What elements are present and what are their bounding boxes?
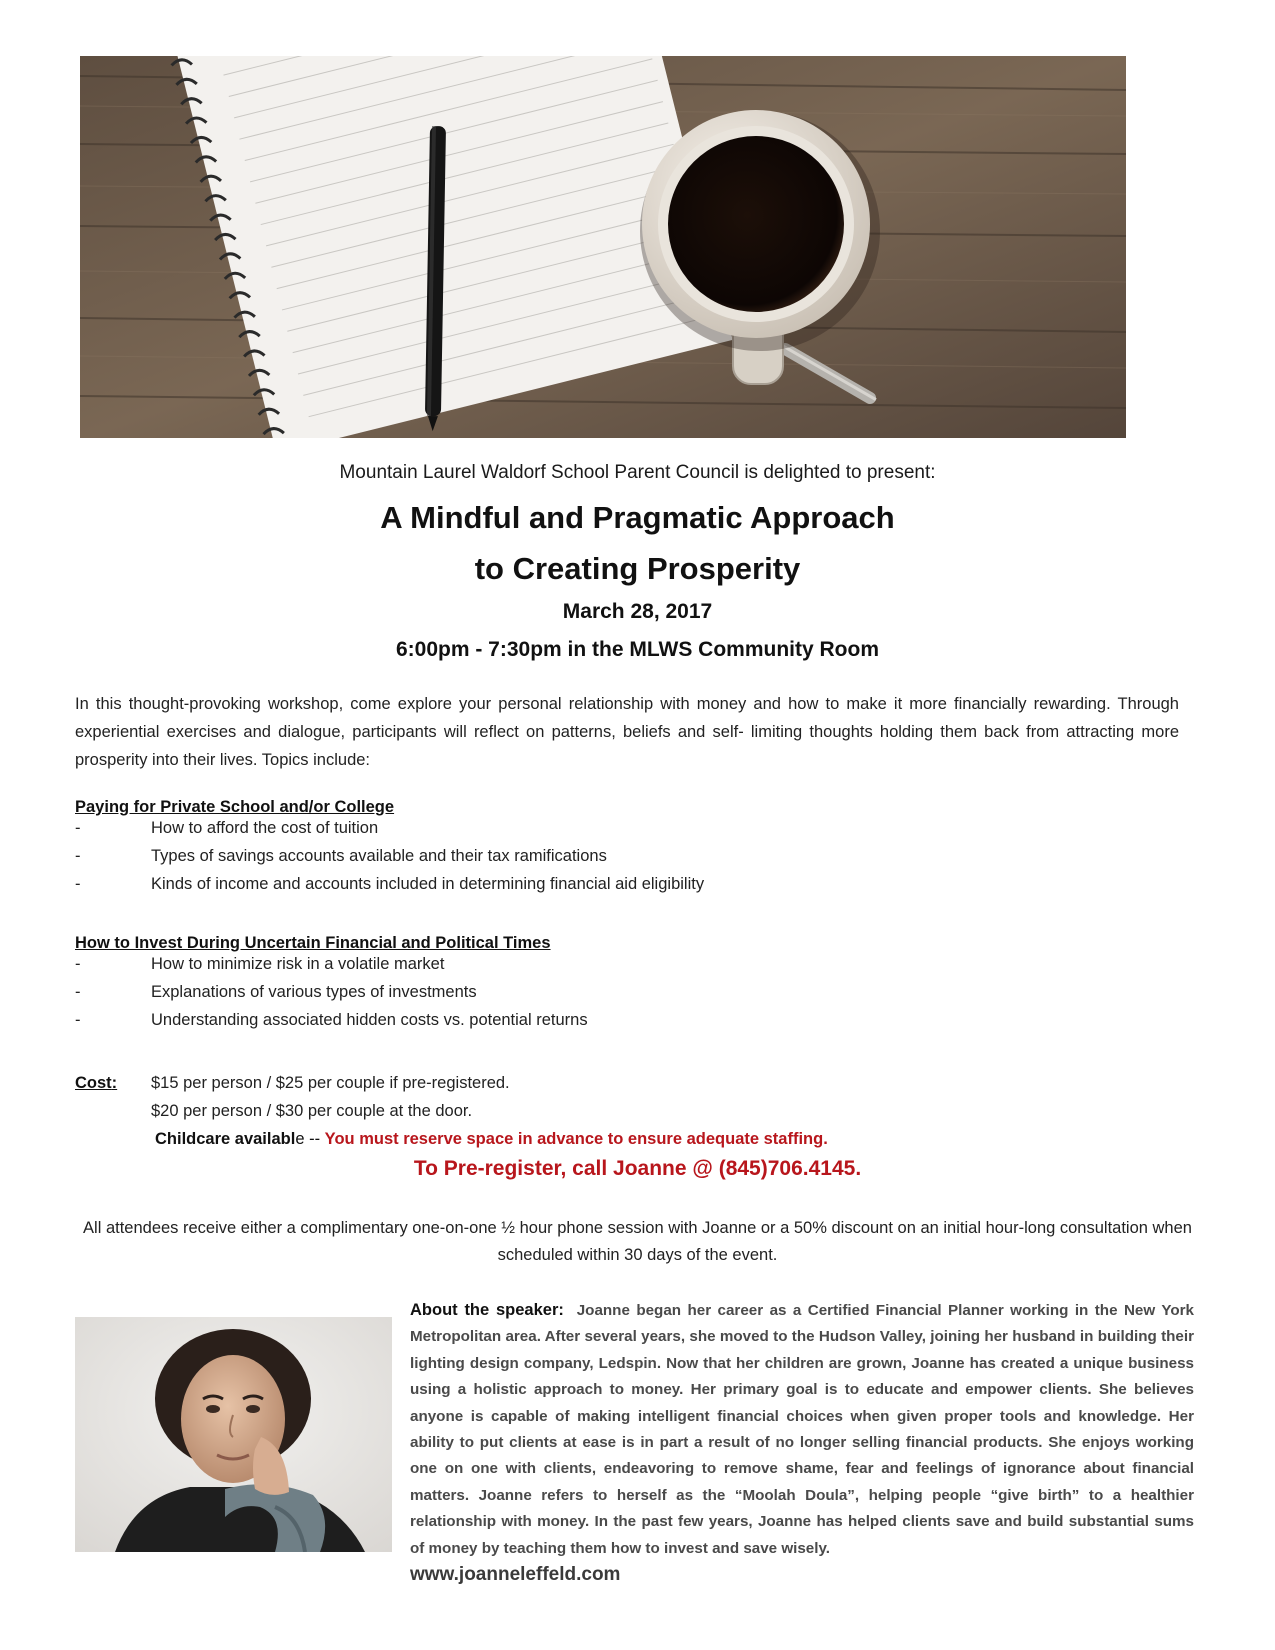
- section-heading-invest: How to Invest During Uncertain Financial and Political Times: [75, 934, 551, 952]
- cost-label-colon: :: [111, 1074, 118, 1092]
- speaker-bio-text: Joanne began her career as a Certified Financial Planner working in the New York Metropolitan area. After several years, she moved to the Hudson Valley, joining her husband in building their lighting design company, Ledspin. Now that her children are grown, Joanne has created a unique business using a holistic approach to money. Her primary goal is to educate and empower clients. She believes anyone is capable of making intelligent financial choices when given proper tools and knowledge. Her ability to put clients at ease is in part a result of no longer selling financial products. She enjoys working one on one with clients, endeavoring to remove shame, fear and feelings of ignorance about financial matters. Joanne refers to herself as the “Moolah Doula”, helping people “give birth” to a healthier relationship with money. In the past few years, Joanne has helped clients save and build substantial sums of money by teaching them how to invest and save wisely.: [410, 1302, 1194, 1557]
- cost-at-door: $20 per person / $30 per couple at the door.: [151, 1102, 473, 1120]
- childcare-warning: You must reserve space in advance to ensure adequate staffing.: [324, 1130, 828, 1148]
- speaker-photo: [75, 1317, 392, 1552]
- childcare-normal: e --: [295, 1130, 325, 1148]
- cost-label-text: Cost: [75, 1074, 112, 1092]
- cost-preregistered: $15 per person / $25 per couple if pre-registered.: [151, 1074, 510, 1092]
- bullet-dash: -: [75, 847, 81, 865]
- cost-label: [75, 1074, 117, 1093]
- list-item-text: Kinds of income and accounts included in determining financial aid eligibility: [151, 875, 705, 893]
- bullet-list-college: [75, 814, 1175, 898]
- list-item: [75, 842, 1175, 870]
- notebook-coffee-photo: [80, 56, 1126, 438]
- speaker-bio: [410, 1297, 1194, 1562]
- bullet-dash: -: [75, 1011, 81, 1029]
- bullet-dash: -: [75, 875, 81, 893]
- description-paragraph: In this thought-provoking workshop, come explore your personal relationship with money and how to make it more financially rewarding. Through experiential exercises and dialogue, participants will reflect on patterns, beliefs and self- limiting thoughts holding them back from attracting more prosperity into their lives. Topics include:: [75, 695, 1179, 769]
- intro-line: Mountain Laurel Waldorf School Parent Council is delighted to present:: [339, 462, 936, 483]
- speaker-bio-lead: About the speaker:: [410, 1301, 564, 1319]
- event-date: March 28, 2017: [562, 600, 713, 623]
- event-time-location: 6:00pm - 7:30pm in the MLWS Community Room: [395, 638, 880, 661]
- event-title-line2: to Creating Prosperity: [474, 551, 801, 586]
- bullet-dash: -: [75, 983, 81, 1001]
- childcare-note: [155, 1130, 828, 1149]
- bullet-list-invest: [75, 950, 1175, 1034]
- attendee-offer: All attendees receive either a complimentary one-on-one ½ hour phone session with Joanne or a 50% discount on an initial hour-long consultation when scheduled within 30 days of the event.: [83, 1219, 1192, 1264]
- event-title-line1: A Mindful and Pragmatic Approach: [380, 500, 895, 535]
- bullet-dash: -: [75, 955, 81, 973]
- bullet-dash: -: [75, 819, 81, 837]
- list-item-text: Explanations of various types of investments: [151, 983, 477, 1001]
- list-item-text: Types of savings accounts available and their tax ramifications: [151, 847, 607, 865]
- list-item: [75, 1006, 1175, 1034]
- list-item: [75, 978, 1175, 1006]
- website-link[interactable]: www.joanneleffeld.com: [410, 1564, 621, 1585]
- childcare-bold: Childcare availabl: [155, 1130, 296, 1148]
- list-item-text: How to minimize risk in a volatile market: [151, 955, 445, 973]
- preregister-phone: To Pre-register, call Joanne @ (845)706.4145.: [413, 1157, 862, 1180]
- list-item: [75, 814, 1175, 842]
- header-photo: [80, 56, 1126, 438]
- list-item-text: How to afford the cost of tuition: [151, 819, 379, 837]
- list-item-text: Understanding associated hidden costs vs. potential returns: [151, 1011, 588, 1029]
- list-item: [75, 870, 1175, 898]
- list-item: [75, 950, 1175, 978]
- section-heading-college: Paying for Private School and/or College: [75, 798, 395, 816]
- speaker-portrait: [75, 1317, 392, 1552]
